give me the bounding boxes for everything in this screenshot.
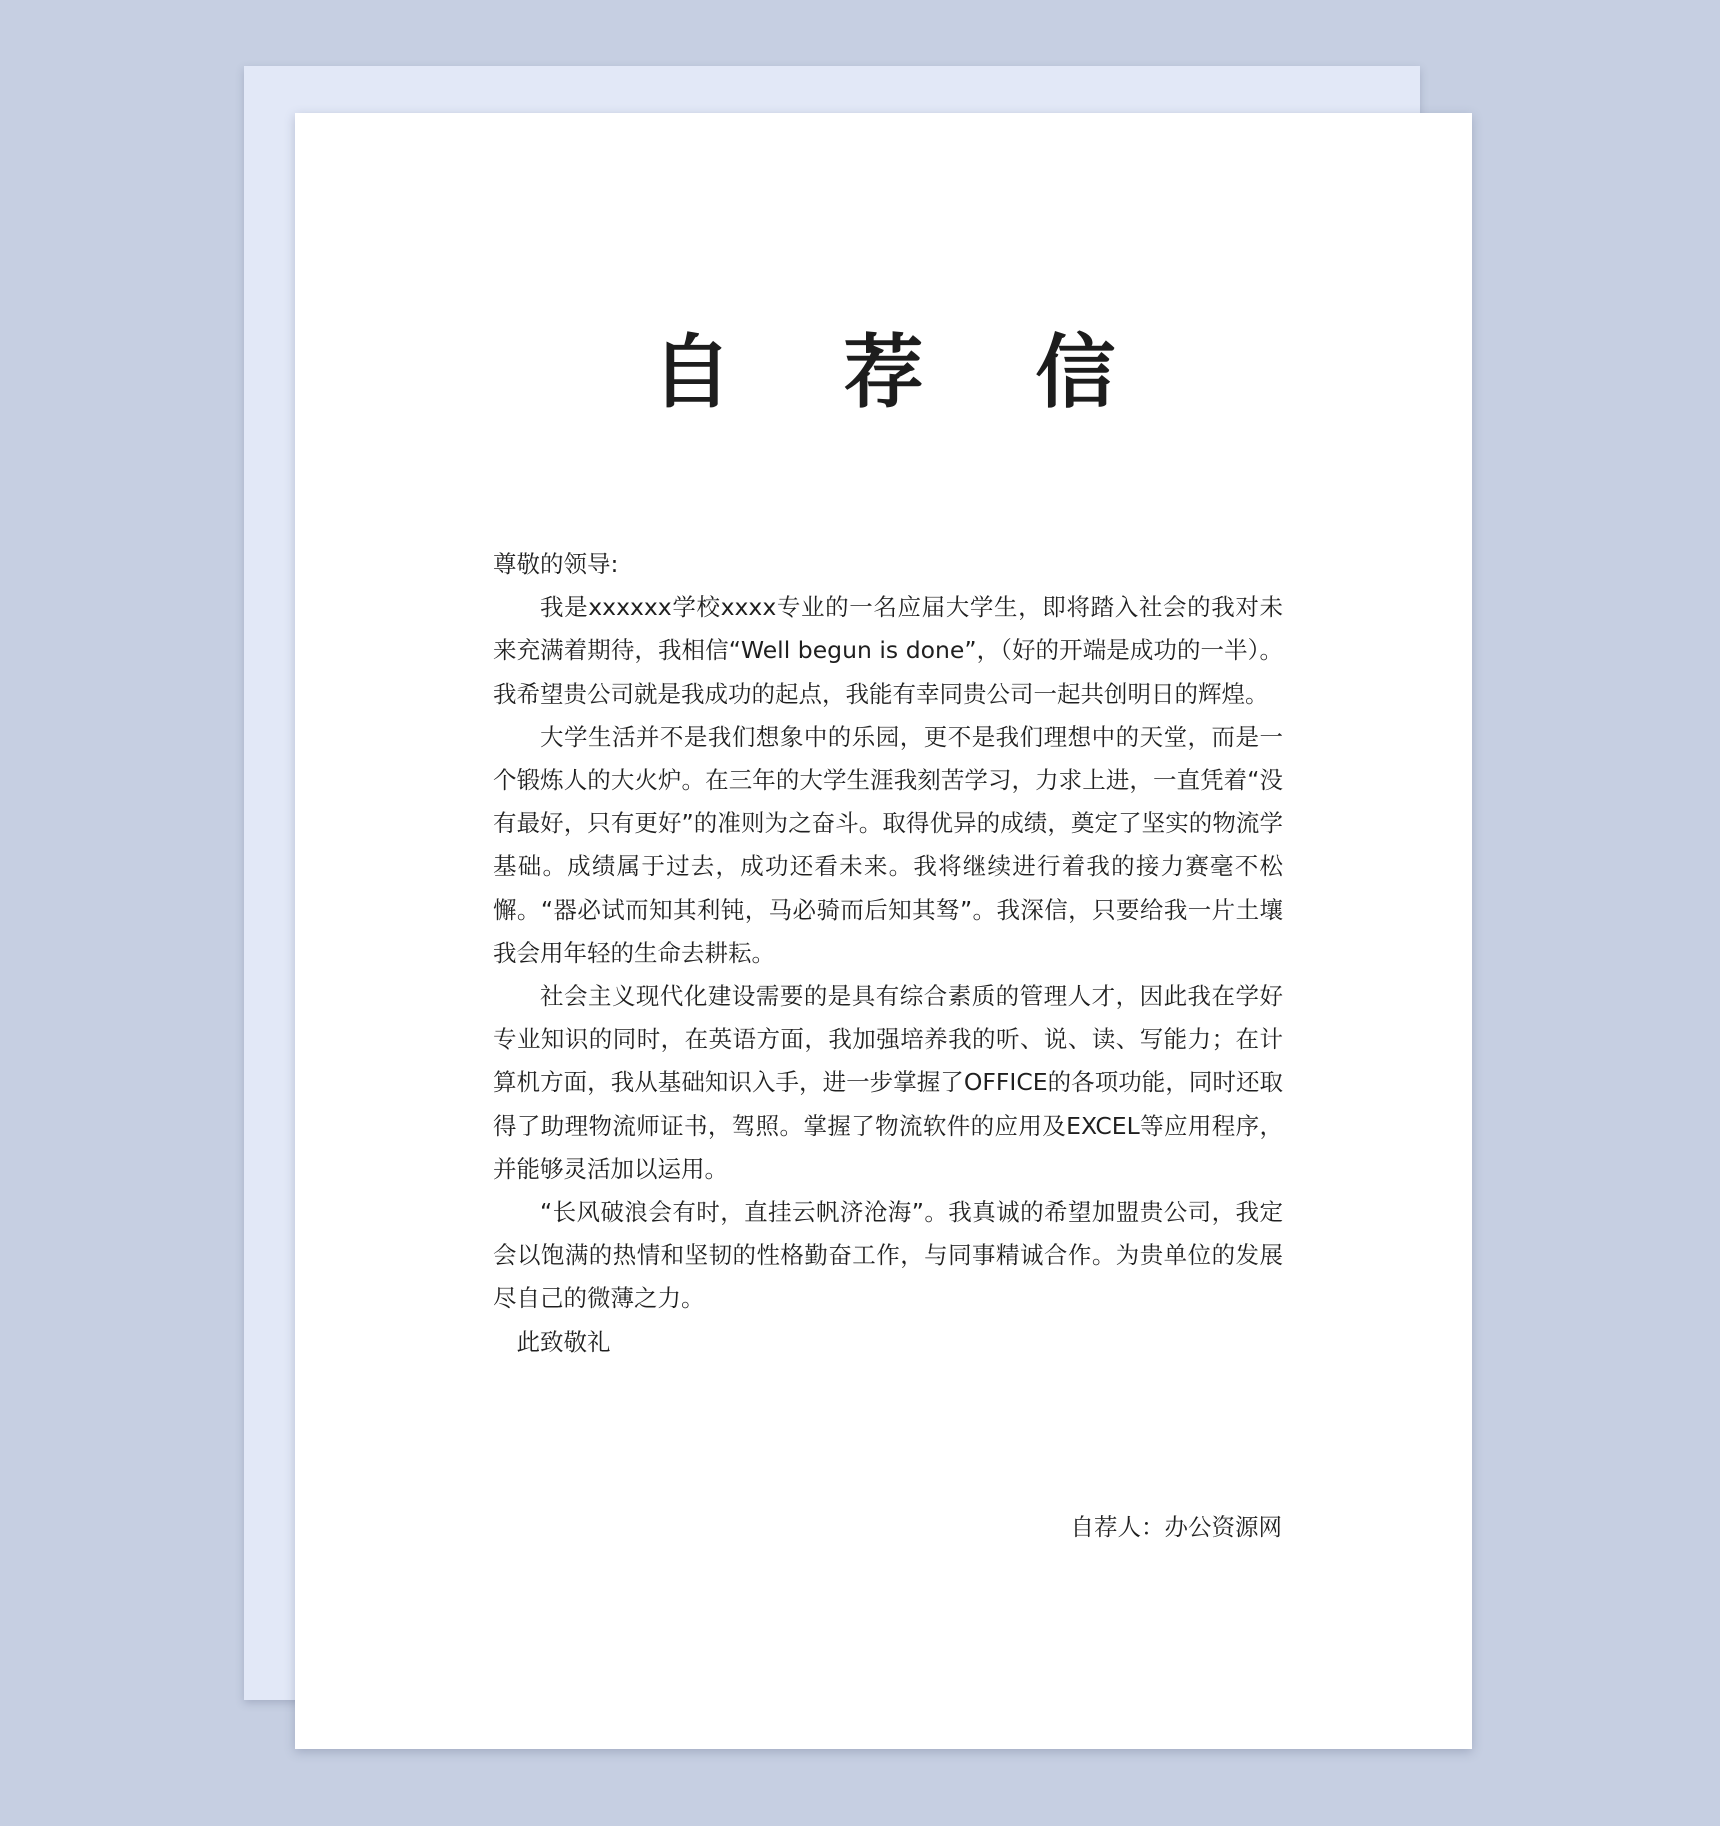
letter-title: 自 荐 信 — [651, 326, 1158, 419]
signature-line: 自荐人：办公资源网 — [1070, 1513, 1282, 1541]
letter-page — [295, 113, 1472, 1749]
paragraph-4: “长风破浪会有时，直挂云帆济沧海”。我真诚的希望加盟贵公司，我定会以饱满的热情和坚韧的性格勤奋工作，与同事精诚合作。为贵单位的发展尽自己的微薄之力。 — [493, 1198, 1283, 1313]
paragraph-3: 社会主义现代化建设需要的是具有综合素质的管理人才，因此我在学好专业知识的同时，在英语方面，我加强培养我的听、说、读、写能力；在计算机方面，我从基础知识入手，进一步掌握了OFFICE的各项功能，同时还取得了助理物流师证书，驾照。掌握了物流软件的应用及EXCEL等应用程序，并能够灵活加以运用。 — [493, 982, 1283, 1183]
salutation: 尊敬的领导: — [493, 550, 619, 578]
closing-line: 此致敬礼 — [516, 1327, 611, 1356]
letter-body — [493, 543, 1283, 1364]
paragraph-2: 大学生活并不是我们想象中的乐园，更不是我们理想中的天堂，而是一个锻炼人的大火炉。在三年的大学生涯我刻苦学习，力求上进，一直凭着“没有最好，只有更好”的准则为之奋斗。取得优异的成绩，奠定了坚实的物流学基础。成绩属于过去，成功还看未来。我将继续进行着我的接力赛毫不松懈。“器必试而知其利钝，马必骑而后知其驽”。我深信，只要给我一片土壤我会用年轻的生命去耕耘。 — [493, 722, 1283, 967]
paragraph-1: 我是xxxxxx学校xxxx专业的一名应届大学生，即将踏入社会的我对未来充满着期待，我相信“Well begun is done”，（好的开端是成功的一半）。我希望贵公司就是我成功的起点，我能有幸同贵公司一起共创明日的辉煌。 — [493, 593, 1283, 708]
